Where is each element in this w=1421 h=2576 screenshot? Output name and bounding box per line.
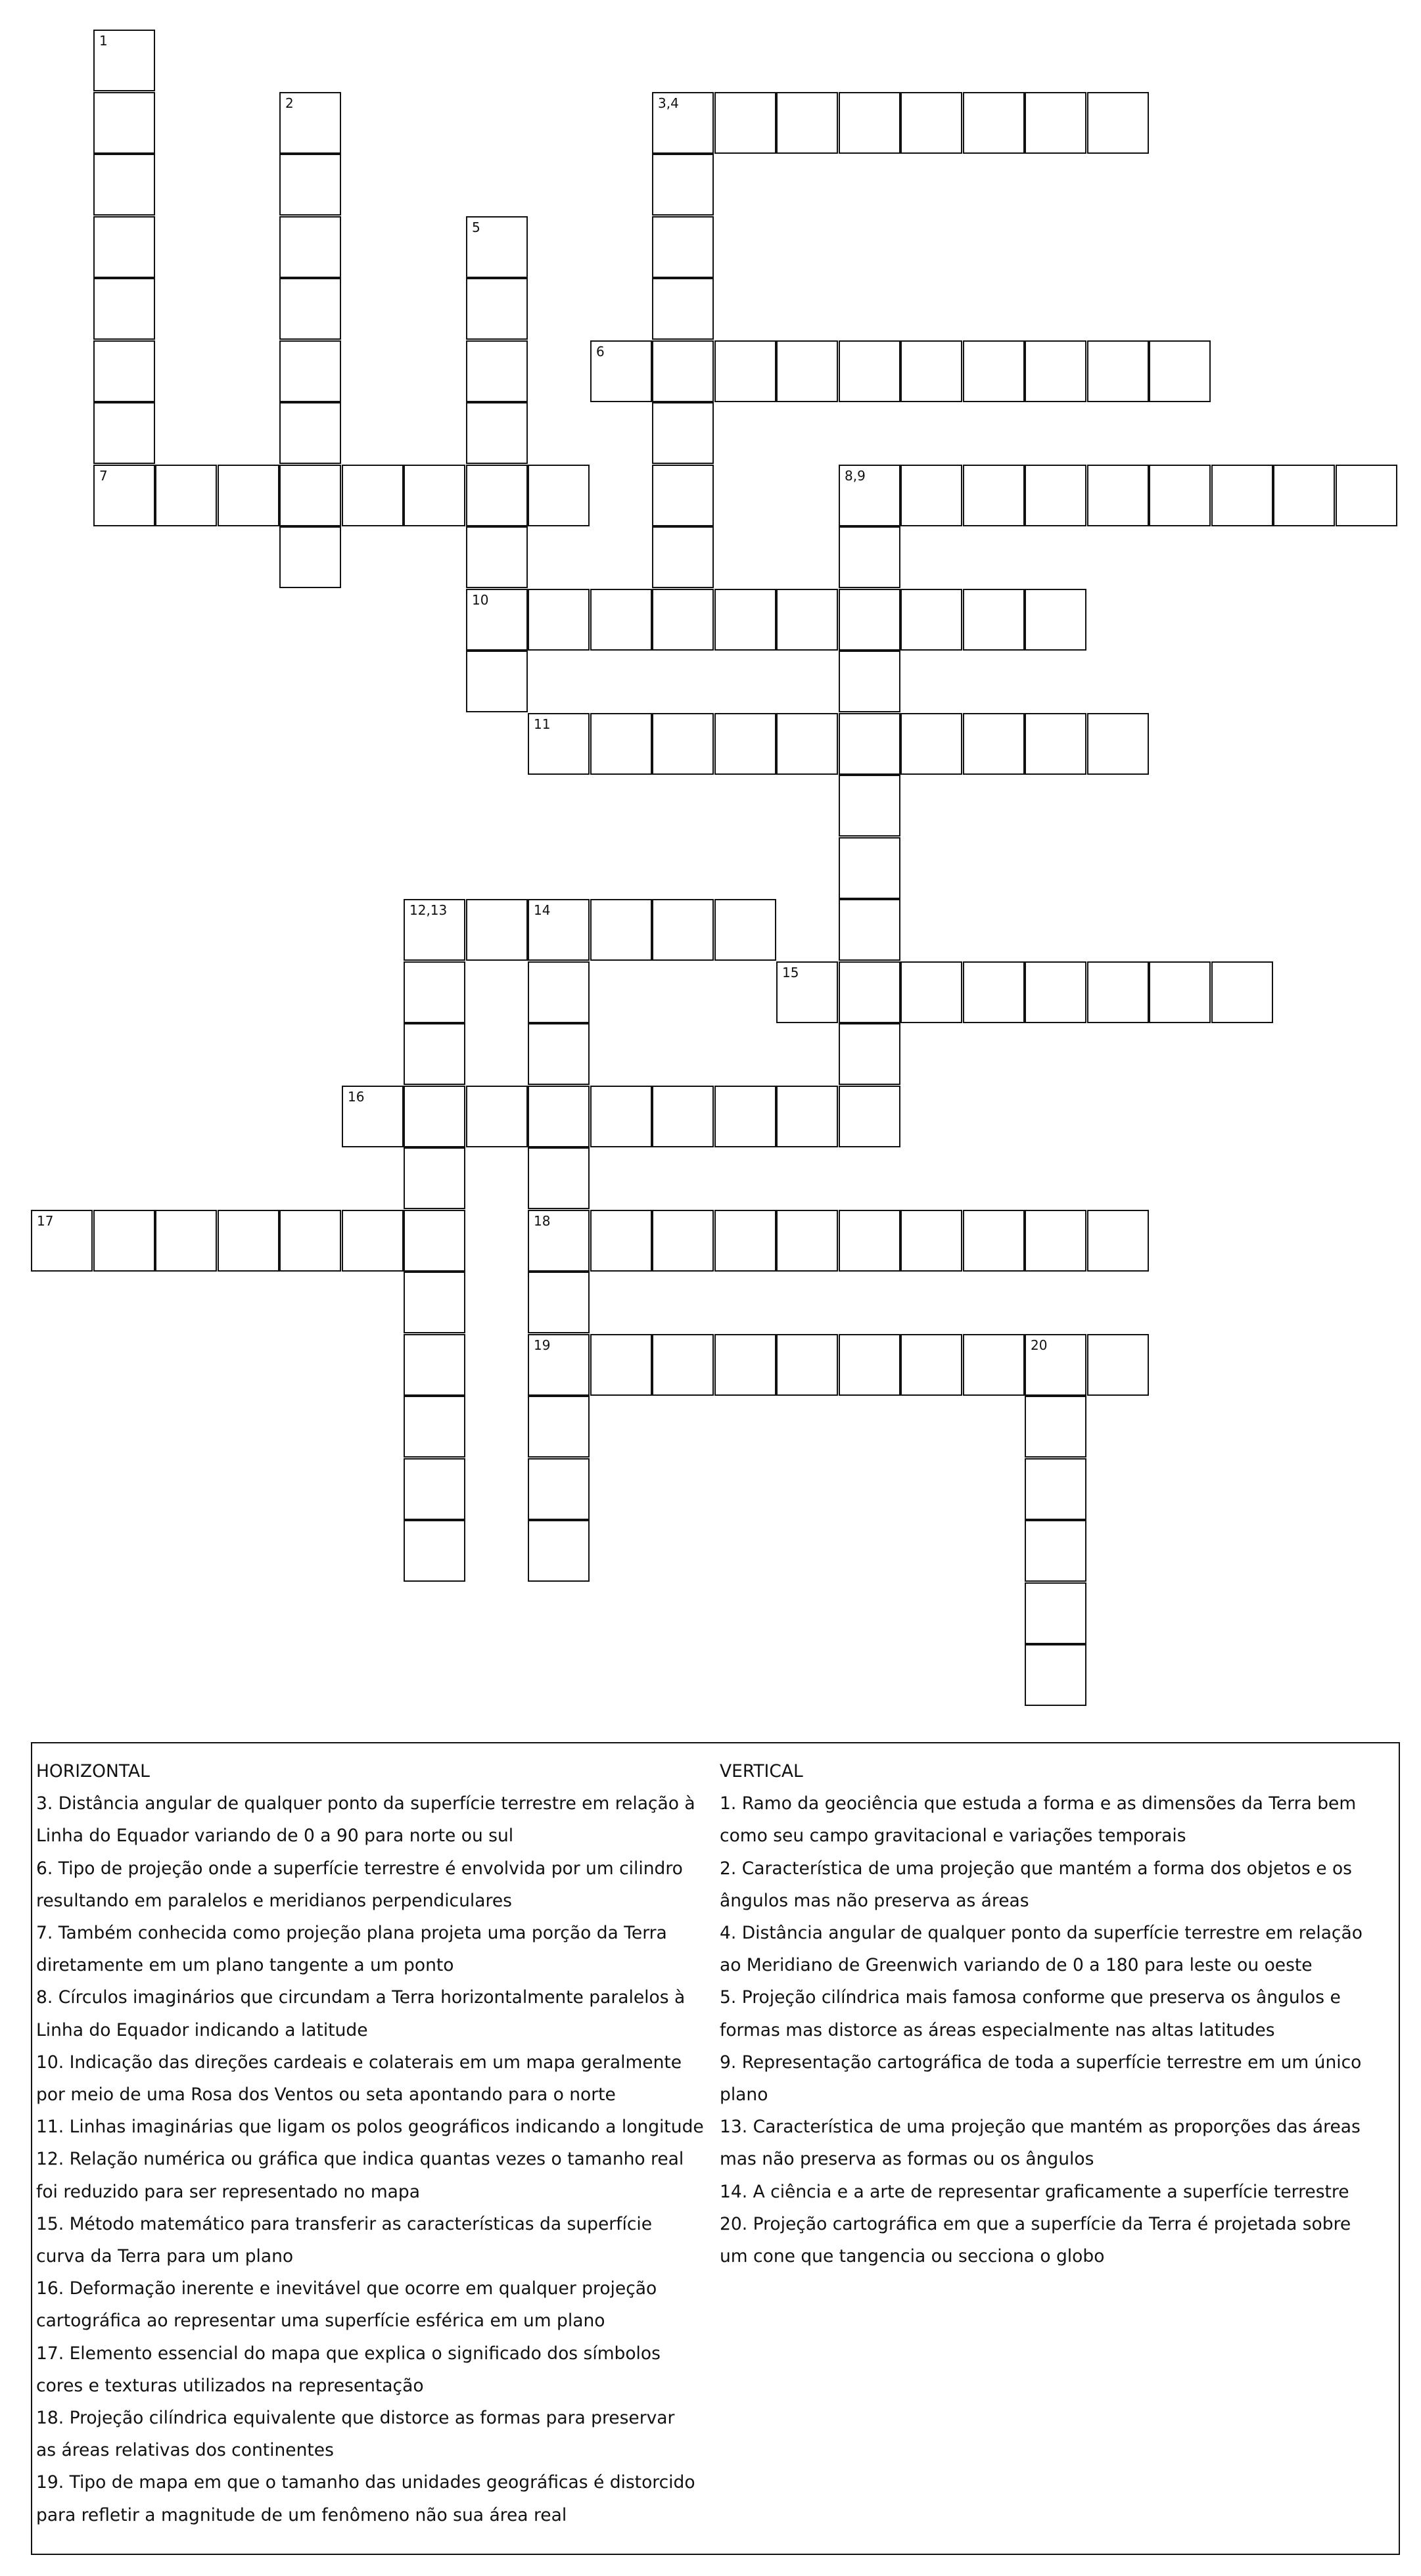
horizontal-clue-line: 16. Deformação inerente e inevitável que ocorre em qualquer projeção <box>36 2278 657 2299</box>
grid-cell[interactable] <box>900 1334 962 1396</box>
horizontal-clue-line: 15. Método matemático para transferir as características da superfície <box>36 2213 653 2234</box>
grid-cell[interactable] <box>93 465 155 526</box>
grid-cell[interactable] <box>404 1023 465 1085</box>
grid-cell[interactable] <box>839 340 900 402</box>
grid-cell[interactable] <box>466 402 528 464</box>
clue-number: 11 <box>534 716 551 732</box>
grid-cell[interactable] <box>279 402 341 464</box>
grid-cell[interactable] <box>590 713 652 775</box>
grid-cell[interactable] <box>776 961 838 1023</box>
grid-cell[interactable] <box>528 899 590 961</box>
grid-cell[interactable] <box>652 92 714 154</box>
horizontal-clue-line: as áreas relativas dos continentes <box>36 2440 334 2461</box>
grid-cell[interactable] <box>714 340 776 402</box>
grid-cell[interactable] <box>839 526 900 588</box>
horizontal-clue-line: resultando em paralelos e meridianos perpendiculares <box>36 1890 512 1911</box>
grid-cell[interactable] <box>900 340 962 402</box>
horizontal-clue-line: cartográfica ao representar uma superfície esférica em um plano <box>36 2311 605 2332</box>
grid-cell[interactable] <box>963 92 1025 154</box>
grid-cell[interactable] <box>900 465 962 526</box>
vertical-clue-line: como seu campo gravitacional e variações temporais <box>720 1826 1186 1847</box>
grid-cell[interactable] <box>466 589 528 651</box>
grid-cell[interactable] <box>279 465 341 526</box>
grid-cell[interactable] <box>652 216 714 278</box>
clue-number: 16 <box>348 1089 365 1105</box>
clue-number: 3,4 <box>658 95 679 111</box>
grid-cell[interactable] <box>839 713 900 775</box>
horizontal-clue-line: diretamente em um plano tangente a um ponto <box>36 1955 454 1976</box>
vertical-clue-line: 20. Projeção cartográfica em que a superfície da Terra é projetada sobre <box>720 2213 1351 2234</box>
grid-cell[interactable] <box>1025 340 1086 402</box>
horizontal-clue-line: 10. Indicação das direções cardeais e colaterais em um mapa geralmente <box>36 2052 682 2073</box>
horizontal-clue-line: 17. Elemento essencial do mapa que explica o significado dos símbolos <box>36 2343 661 2364</box>
grid-cell[interactable] <box>155 1210 217 1272</box>
vertical-clues <box>720 1755 1397 2272</box>
vertical-clue-line: 9. Representação cartográfica de toda a superfície terrestre em um único <box>720 2052 1362 2073</box>
vertical-clue-line: um cone que tangencia ou secciona o globo <box>720 2246 1105 2267</box>
grid-cell[interactable] <box>776 1334 838 1396</box>
grid-cell[interactable] <box>714 1086 776 1147</box>
grid-cell[interactable] <box>466 1086 528 1147</box>
horizontal-clue-line: cores e texturas utilizados na representação <box>36 2375 424 2396</box>
vertical-clue-line: 2. Característica de uma projeção que mantém a forma dos objetos e os <box>720 1858 1352 1879</box>
grid-cell[interactable] <box>528 1086 590 1147</box>
grid-cell[interactable] <box>404 899 465 961</box>
grid-cell[interactable] <box>528 1147 590 1209</box>
grid-cell[interactable] <box>93 92 155 154</box>
vertical-clue-line: 4. Distância angular de qualquer ponto da superfície terrestre em relação <box>720 1923 1363 1944</box>
grid-cell[interactable] <box>528 1023 590 1085</box>
grid-cell[interactable] <box>714 1210 776 1272</box>
grid-cell[interactable] <box>404 1147 465 1209</box>
clue-number: 1 <box>99 33 108 49</box>
grid-cell[interactable] <box>652 340 714 402</box>
grid-cell[interactable] <box>1087 713 1149 775</box>
vertical-clue-line: 14. A ciência e a arte de representar graficamente a superfície terrestre <box>720 2181 1349 2202</box>
grid-cell[interactable] <box>652 154 714 216</box>
vertical-title: VERTICAL <box>720 1761 803 1782</box>
horizontal-clues <box>36 1755 720 2531</box>
clue-number: 5 <box>472 219 480 235</box>
grid-cell[interactable] <box>963 1210 1025 1272</box>
horizontal-clue-line: 8. Círculos imaginários que circundam a Terra horizontalmente paralelos à <box>36 1987 686 2008</box>
grid-cell[interactable] <box>590 899 652 961</box>
horizontal-title: HORIZONTAL <box>36 1761 150 1782</box>
vertical-clue-line: 5. Projeção cilíndrica mais famosa conforme que preserva os ângulos e <box>720 1987 1341 2008</box>
grid-cell[interactable] <box>776 713 838 775</box>
grid-cell[interactable] <box>839 651 900 712</box>
grid-cell[interactable] <box>590 1086 652 1147</box>
vertical-clue-line: ângulos mas não preserva as áreas <box>720 1890 1029 1911</box>
horizontal-clue-line: 7. Também conhecida como projeção plana projeta uma porção da Terra <box>36 1923 667 1944</box>
grid-cell[interactable] <box>652 713 714 775</box>
grid-cell[interactable] <box>963 465 1025 526</box>
grid-cell[interactable] <box>839 961 900 1023</box>
grid-cell[interactable] <box>652 899 714 961</box>
grid-cell[interactable] <box>839 775 900 837</box>
clue-number: 12,13 <box>409 902 448 918</box>
grid-cell[interactable] <box>1211 961 1273 1023</box>
grid-cell[interactable] <box>963 1334 1025 1396</box>
grid-cell[interactable] <box>466 340 528 402</box>
clue-number: 17 <box>37 1213 54 1229</box>
grid-cell[interactable] <box>1025 1520 1086 1582</box>
vertical-clue-line: mas não preserva as formas ou os ângulos <box>720 2149 1094 2170</box>
grid-cell[interactable] <box>839 465 900 526</box>
horizontal-clue-line: 12. Relação numérica ou gráfica que indica quantas vezes o tamanho real <box>36 2149 684 2170</box>
grid-cell[interactable] <box>1025 92 1086 154</box>
grid-cell[interactable] <box>528 1458 590 1520</box>
grid-cell[interactable] <box>839 1210 900 1272</box>
grid-cell[interactable] <box>590 340 652 402</box>
grid-cell[interactable] <box>528 589 590 651</box>
grid-cell[interactable] <box>404 465 465 526</box>
clue-number: 15 <box>782 965 799 980</box>
grid-cell[interactable] <box>528 1272 590 1333</box>
grid-cell[interactable] <box>714 92 776 154</box>
grid-cell[interactable] <box>839 589 900 651</box>
horizontal-clue-line: Linha do Equador variando de 0 a 90 para norte ou sul <box>36 1826 514 1847</box>
grid-cell[interactable] <box>776 92 838 154</box>
grid-cell[interactable] <box>839 1334 900 1396</box>
grid-cell[interactable] <box>31 1210 93 1272</box>
grid-cell[interactable] <box>1025 1396 1086 1458</box>
grid-cell[interactable] <box>404 1086 465 1147</box>
clue-number: 8,9 <box>845 468 866 484</box>
vertical-clue-line: plano <box>720 2084 768 2105</box>
grid-cell[interactable] <box>404 1458 465 1520</box>
horizontal-clue-line: curva da Terra para um plano <box>36 2246 294 2267</box>
grid-cell[interactable] <box>963 589 1025 651</box>
clue-number: 6 <box>596 344 605 359</box>
horizontal-clue-line: 11. Linhas imaginárias que ligam os polos geográficos indicando a longitude <box>36 2117 704 2138</box>
grid-cell[interactable] <box>528 465 590 526</box>
grid-cell[interactable] <box>900 713 962 775</box>
grid-cell[interactable] <box>963 713 1025 775</box>
grid-cell[interactable] <box>93 278 155 340</box>
clue-number: 19 <box>534 1337 551 1353</box>
grid-cell[interactable] <box>1149 961 1211 1023</box>
grid-cell[interactable] <box>218 465 279 526</box>
clue-number: 18 <box>534 1213 551 1229</box>
horizontal-clue-line: 6. Tipo de projeção onde a superfície terrestre é envolvida por um cilindro <box>36 1858 683 1879</box>
vertical-clue-line: 1. Ramo da geociência que estuda a forma e as dimensões da Terra bem <box>720 1793 1357 1814</box>
grid-cell[interactable] <box>652 526 714 588</box>
grid-cell[interactable] <box>963 340 1025 402</box>
grid-cell[interactable] <box>1087 340 1149 402</box>
grid-cell[interactable] <box>652 402 714 464</box>
grid-cell[interactable] <box>839 1086 900 1147</box>
grid-cell[interactable] <box>279 216 341 278</box>
horizontal-clue-line: 18. Projeção cilíndrica equivalente que distorce as formas para preservar <box>36 2408 675 2429</box>
grid-cell[interactable] <box>528 1210 590 1272</box>
grid-cell[interactable] <box>776 1210 838 1272</box>
horizontal-clue-line: por meio de uma Rosa dos Ventos ou seta apontando para o norte <box>36 2084 616 2105</box>
grid-cell[interactable] <box>279 278 341 340</box>
vertical-clue-line: 13. Característica de uma projeção que mantém as proporções das áreas <box>720 2117 1361 2138</box>
vertical-clue-line: ao Meridiano de Greenwich variando de 0 a 180 para leste ou oeste <box>720 1955 1313 1976</box>
clue-number: 14 <box>534 902 551 918</box>
grid-cell[interactable] <box>590 1334 652 1396</box>
grid-cell[interactable] <box>342 465 404 526</box>
grid-cell[interactable] <box>528 1334 590 1396</box>
horizontal-clue-line: para refletir a magnitude de um fenômeno não sua área real <box>36 2504 567 2525</box>
grid-cell[interactable] <box>1087 465 1149 526</box>
grid-cell[interactable] <box>590 1210 652 1272</box>
grid-cell[interactable] <box>93 216 155 278</box>
grid-cell[interactable] <box>1025 713 1086 775</box>
horizontal-clue-line: 19. Tipo de mapa em que o tamanho das unidades geográficas é distorcido <box>36 2472 695 2493</box>
grid-cell[interactable] <box>1025 961 1086 1023</box>
grid-cell[interactable] <box>1087 92 1149 154</box>
grid-cell[interactable] <box>963 961 1025 1023</box>
grid-cell[interactable] <box>528 961 590 1023</box>
grid-cell[interactable] <box>279 92 341 154</box>
clues-box <box>31 1742 1400 2555</box>
grid-cell[interactable] <box>404 1396 465 1458</box>
grid-cell[interactable] <box>652 1334 714 1396</box>
grid-cell[interactable] <box>839 899 900 961</box>
grid-cell[interactable] <box>1025 1582 1086 1644</box>
grid-cell[interactable] <box>279 526 341 588</box>
grid-cell[interactable] <box>652 465 714 526</box>
grid-cell[interactable] <box>93 340 155 402</box>
grid-cell[interactable] <box>1025 1458 1086 1520</box>
grid-cell[interactable] <box>714 589 776 651</box>
grid-cell[interactable] <box>839 92 900 154</box>
clue-number: 20 <box>1031 1337 1048 1353</box>
grid-cell[interactable] <box>652 1086 714 1147</box>
grid-cell[interactable] <box>839 1023 900 1085</box>
grid-cell[interactable] <box>404 1520 465 1582</box>
grid-cell[interactable] <box>1087 961 1149 1023</box>
grid-cell[interactable] <box>900 589 962 651</box>
grid-cell[interactable] <box>279 340 341 402</box>
clue-number: 7 <box>99 468 108 484</box>
grid-cell[interactable] <box>404 1210 465 1272</box>
grid-cell[interactable] <box>1149 465 1211 526</box>
grid-cell[interactable] <box>1025 1210 1086 1272</box>
grid-cell[interactable] <box>155 465 217 526</box>
grid-cell[interactable] <box>1025 589 1086 651</box>
grid-cell[interactable] <box>900 961 962 1023</box>
grid-cell[interactable] <box>714 1334 776 1396</box>
grid-cell[interactable] <box>714 899 776 961</box>
horizontal-clue-line: 3. Distância angular de qualquer ponto da superfície terrestre em relação à <box>36 1793 695 1814</box>
grid-cell[interactable] <box>466 526 528 588</box>
grid-cell[interactable] <box>466 216 528 278</box>
grid-cell[interactable] <box>528 1520 590 1582</box>
clue-number: 10 <box>472 592 489 608</box>
grid-cell[interactable] <box>714 713 776 775</box>
grid-cell[interactable] <box>1149 340 1211 402</box>
grid-cell[interactable] <box>466 899 528 961</box>
grid-cell[interactable] <box>404 1272 465 1333</box>
grid-cell[interactable] <box>93 402 155 464</box>
grid-cell[interactable] <box>1336 465 1397 526</box>
horizontal-clue-line: Linha do Equador indicando a latitude <box>36 2019 368 2040</box>
grid-cell[interactable] <box>528 713 590 775</box>
grid-cell[interactable] <box>900 92 962 154</box>
grid-cell[interactable] <box>404 961 465 1023</box>
grid-cell[interactable] <box>466 278 528 340</box>
horizontal-clue-line: foi reduzido para ser representado no mapa <box>36 2181 420 2202</box>
grid-cell[interactable] <box>93 30 155 91</box>
grid-cell[interactable] <box>1087 1210 1149 1272</box>
grid-cell[interactable] <box>590 589 652 651</box>
grid-cell[interactable] <box>218 1210 279 1272</box>
grid-cell[interactable] <box>776 1086 838 1147</box>
clue-number: 2 <box>285 95 294 111</box>
grid-cell[interactable] <box>1273 465 1335 526</box>
grid-cell[interactable] <box>652 278 714 340</box>
grid-cell[interactable] <box>900 1210 962 1272</box>
grid-cell[interactable] <box>528 1396 590 1458</box>
grid-cell[interactable] <box>1025 465 1086 526</box>
grid-cell[interactable] <box>776 340 838 402</box>
grid-cell[interactable] <box>279 154 341 216</box>
grid-cell[interactable] <box>1211 465 1273 526</box>
grid-cell[interactable] <box>466 465 528 526</box>
grid-cell[interactable] <box>1025 1334 1086 1396</box>
grid-cell[interactable] <box>279 1210 341 1272</box>
grid-cell[interactable] <box>342 1086 404 1147</box>
grid-cell[interactable] <box>652 1210 714 1272</box>
vertical-clue-line: formas mas distorce as áreas especialmente nas altas latitudes <box>720 2019 1275 2040</box>
grid-cell[interactable] <box>404 1334 465 1396</box>
grid-cell[interactable] <box>839 837 900 899</box>
grid-cell[interactable] <box>466 651 528 712</box>
grid-cell[interactable] <box>1087 1334 1149 1396</box>
grid-cell[interactable] <box>652 589 714 651</box>
grid-cell[interactable] <box>93 154 155 216</box>
grid-cell[interactable] <box>342 1210 404 1272</box>
grid-cell[interactable] <box>776 589 838 651</box>
grid-cell[interactable] <box>93 1210 155 1272</box>
grid-cell[interactable] <box>1025 1644 1086 1706</box>
